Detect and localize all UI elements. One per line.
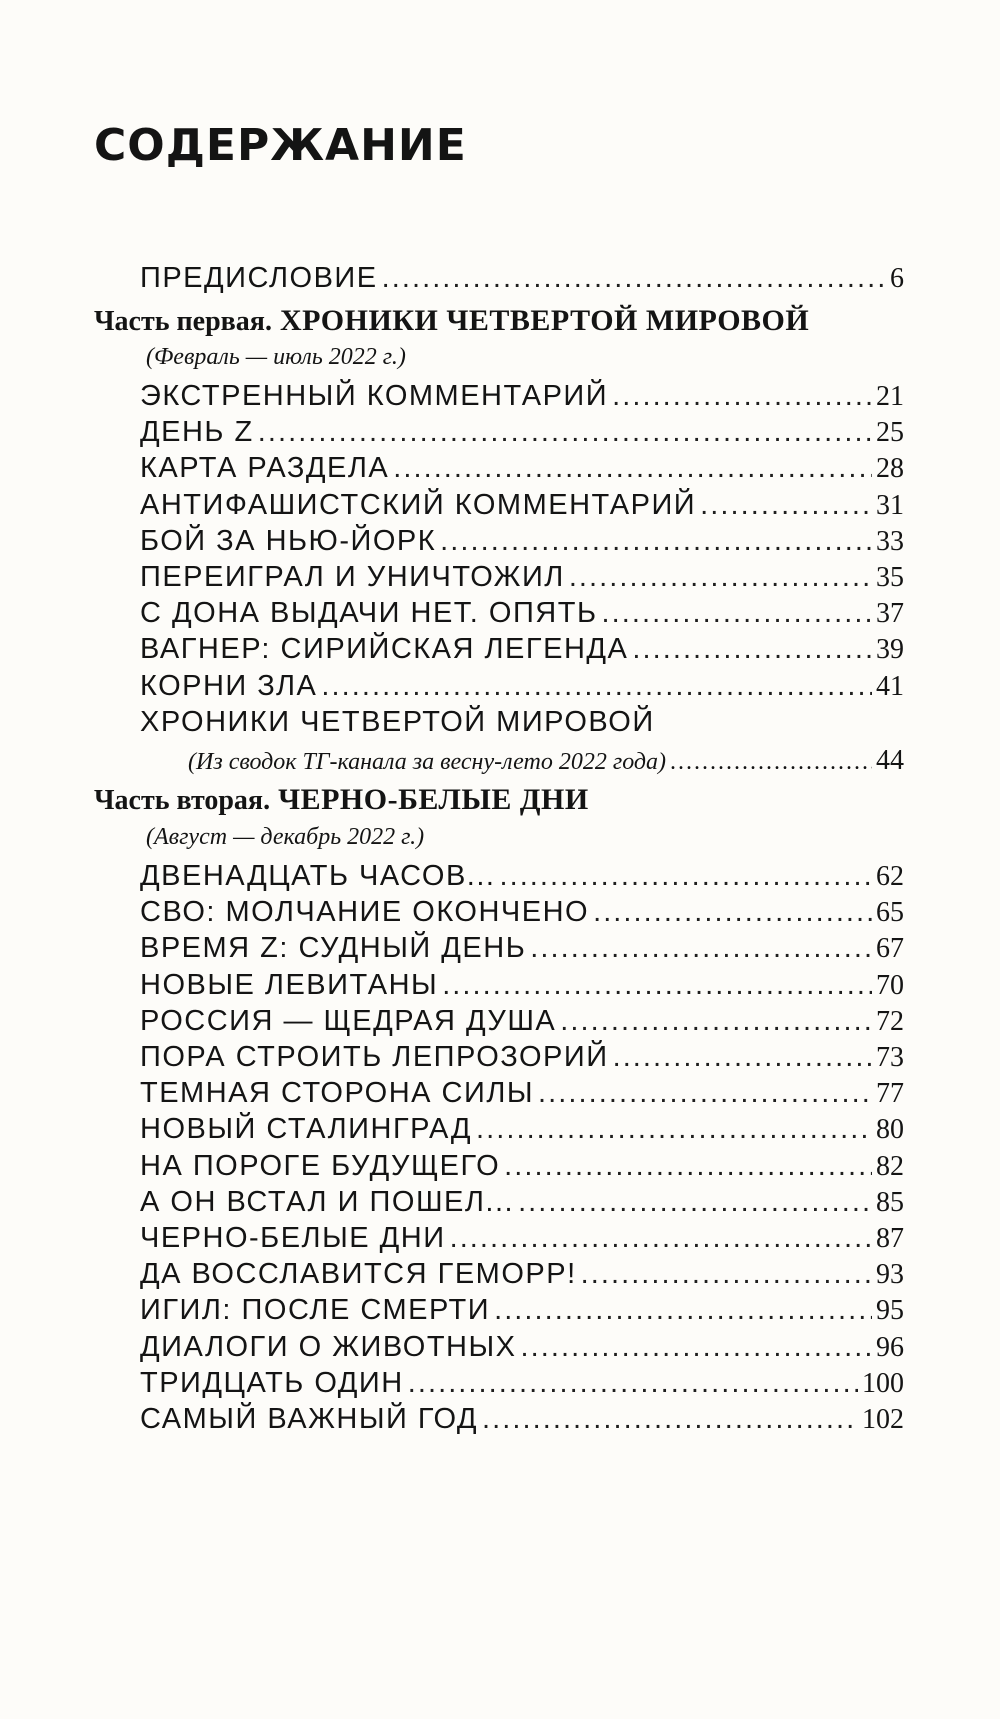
toc-entry-label: НОВЫЙ СТАЛИНГРАД bbox=[140, 1113, 472, 1146]
dot-leader bbox=[482, 1403, 858, 1436]
toc-entry-label: КАРТА РАЗДЕЛА bbox=[140, 452, 390, 485]
dot-leader bbox=[700, 489, 872, 522]
toc-entry-page: 95 bbox=[876, 1295, 904, 1327]
toc-entry-label: СВО: МОЛЧАНИЕ ОКОНЧЕНО bbox=[140, 896, 590, 929]
dot-leader bbox=[569, 561, 872, 594]
toc-entry[interactable] bbox=[140, 969, 904, 1002]
dot-leader bbox=[382, 262, 886, 295]
dot-leader bbox=[530, 932, 872, 965]
toc-entry-page: 82 bbox=[876, 1150, 904, 1182]
dot-leader bbox=[560, 1005, 872, 1038]
toc-entry-page: 80 bbox=[876, 1114, 904, 1146]
toc-entry[interactable] bbox=[140, 416, 904, 449]
toc-entry[interactable] bbox=[140, 1113, 904, 1146]
dot-leader bbox=[632, 633, 872, 666]
toc-entry-page: 44 bbox=[876, 745, 904, 776]
dot-leader bbox=[258, 416, 872, 449]
toc-entry-page: 41 bbox=[876, 670, 904, 702]
dot-leader bbox=[538, 1077, 872, 1110]
toc-entry-page: 28 bbox=[876, 453, 904, 485]
toc-entry[interactable] bbox=[140, 489, 904, 522]
toc-entry-chronicles-label[interactable]: ХРОНИКИ ЧЕТВЕРТОЙ МИРОВОЙ bbox=[140, 706, 655, 738]
toc-entry-label: ПЕРЕИГРАЛ И УНИЧТОЖИЛ bbox=[140, 561, 565, 593]
toc-entry-label: ВРЕМЯ Z: СУДНЫЙ ДЕНЬ bbox=[140, 932, 527, 965]
toc-entry-page: 21 bbox=[876, 381, 904, 412]
toc-entry[interactable] bbox=[140, 1077, 904, 1110]
part-heading-1 bbox=[94, 304, 809, 338]
toc-entry-label: НА ПОРОГЕ БУДУЩЕГО bbox=[140, 1149, 501, 1182]
toc-entry-page: 37 bbox=[876, 598, 904, 630]
toc-entry[interactable] bbox=[140, 932, 904, 965]
toc-entry[interactable] bbox=[140, 1222, 904, 1255]
toc-entry-label: ТЕМНАЯ СТОРОНА СИЛЫ bbox=[140, 1077, 535, 1110]
toc-entry[interactable] bbox=[140, 1150, 904, 1183]
toc-entry-label: БОЙ ЗА НЬЮ-ЙОРК bbox=[140, 524, 437, 557]
toc-entry-page: 77 bbox=[876, 1078, 904, 1110]
toc-entry[interactable] bbox=[140, 1186, 904, 1219]
toc-entry[interactable] bbox=[140, 597, 904, 630]
toc-entry-label: ТРИДЦАТЬ ОДИН bbox=[140, 1366, 404, 1399]
toc-entry[interactable] bbox=[140, 1294, 904, 1327]
dot-leader bbox=[440, 525, 872, 558]
toc-entry-page: 62 bbox=[876, 861, 904, 892]
toc-entry-label: ИГИЛ: ПОСЛЕ СМЕРТИ bbox=[140, 1294, 491, 1327]
toc-entry-label: КОРНИ ЗЛА bbox=[140, 669, 318, 702]
dot-leader bbox=[521, 1331, 872, 1364]
toc-entry[interactable] bbox=[140, 380, 904, 413]
toc-entry-label: А ОН ВСТАЛ И ПОШЕЛ... bbox=[140, 1185, 515, 1218]
toc-entry-preface[interactable] bbox=[140, 262, 904, 295]
dot-leader bbox=[612, 380, 872, 413]
dot-leader bbox=[476, 1113, 872, 1146]
part-heading-2 bbox=[94, 783, 589, 817]
part-dates: (Август — декабрь 2022 г.) bbox=[146, 824, 425, 850]
dot-leader bbox=[504, 1150, 872, 1183]
page-title: СОДЕРЖАНИЕ bbox=[94, 120, 467, 171]
toc-entry-page: 33 bbox=[876, 525, 904, 557]
toc-entry-label: ДИАЛОГИ О ЖИВОТНЫХ bbox=[140, 1330, 517, 1363]
toc-entry[interactable] bbox=[140, 896, 904, 929]
toc-entry-page: 100 bbox=[862, 1367, 904, 1399]
toc-entry-page: 70 bbox=[876, 969, 904, 1001]
toc-entry-label: ДЕНЬ Z bbox=[140, 416, 254, 449]
dot-leader bbox=[393, 452, 872, 485]
part-name: ХРОНИКИ ЧЕТВЕРТОЙ МИРОВОЙ bbox=[279, 304, 810, 337]
toc-entry-page: 85 bbox=[876, 1186, 904, 1218]
toc-entry[interactable] bbox=[140, 561, 904, 594]
toc-entry-label: РОССИЯ — ЩЕДРАЯ ДУША bbox=[140, 1004, 557, 1037]
toc-entry-page: 39 bbox=[876, 634, 904, 666]
part-prefix: Часть вторая. bbox=[94, 785, 271, 816]
toc-entry[interactable] bbox=[140, 633, 904, 666]
toc-entry-sublabel: (Из сводок ТГ-канала за весну-лето 2022 года) bbox=[188, 749, 667, 775]
toc-entry[interactable] bbox=[140, 670, 904, 703]
dot-leader bbox=[581, 1258, 872, 1291]
toc-entry-page: 25 bbox=[876, 417, 904, 449]
toc-entry[interactable] bbox=[140, 1005, 904, 1038]
part-prefix: Часть первая. bbox=[94, 306, 272, 337]
toc-entry-label: ПРЕДИСЛОВИЕ bbox=[140, 262, 378, 294]
toc-entry-page: 35 bbox=[876, 562, 904, 593]
toc-entry-page: 73 bbox=[876, 1042, 904, 1073]
dot-leader bbox=[321, 670, 872, 703]
toc-entry[interactable] bbox=[140, 860, 904, 893]
dot-leader bbox=[408, 1367, 858, 1400]
toc-entry-page: 72 bbox=[876, 1005, 904, 1037]
toc-entry[interactable] bbox=[140, 1403, 904, 1436]
toc-entry-page: 65 bbox=[876, 897, 904, 929]
toc-entry-page: 102 bbox=[862, 1404, 904, 1435]
toc-entry-label: НОВЫЕ ЛЕВИТАНЫ bbox=[140, 968, 439, 1001]
toc-entry-label: ДА ВОССЛАВИТСЯ ГЕМОРР! bbox=[140, 1258, 577, 1291]
toc-entry-chronicles[interactable] bbox=[188, 745, 904, 777]
toc-entry-page: 67 bbox=[876, 933, 904, 965]
dot-leader bbox=[494, 1294, 872, 1327]
dot-leader bbox=[613, 1041, 872, 1074]
dot-leader bbox=[499, 860, 872, 893]
toc-entry-label: САМЫЙ ВАЖНЫЙ ГОД bbox=[140, 1403, 479, 1435]
toc-entry[interactable] bbox=[140, 1331, 904, 1364]
toc-entry[interactable] bbox=[140, 452, 904, 485]
toc-entry[interactable] bbox=[140, 525, 904, 558]
toc-entry[interactable] bbox=[140, 1367, 904, 1400]
dot-leader bbox=[670, 749, 872, 776]
toc-entry-label: ПОРА СТРОИТЬ ЛЕПРОЗОРИЙ bbox=[140, 1041, 609, 1073]
part-dates: (Февраль — июль 2022 г.) bbox=[146, 344, 406, 370]
toc-entry-label: ЧЕРНО-БЕЛЫЕ ДНИ bbox=[140, 1222, 446, 1254]
toc-entry-page: 31 bbox=[876, 489, 904, 521]
dot-leader bbox=[518, 1186, 872, 1219]
toc-entry-label: ДВЕНАДЦАТЬ ЧАСОВ... bbox=[140, 860, 496, 892]
dot-leader bbox=[442, 969, 872, 1002]
toc-entry-label: С ДОНА ВЫДАЧИ НЕТ. ОПЯТЬ bbox=[140, 597, 598, 630]
toc-entry[interactable] bbox=[140, 1258, 904, 1291]
toc-entry-page: 6 bbox=[890, 263, 904, 294]
toc-entry-label: ЭКСТРЕННЫЙ КОММЕНТАРИЙ bbox=[140, 380, 609, 412]
dot-leader bbox=[593, 896, 872, 929]
part-name: ЧЕРНО-БЕЛЫЕ ДНИ bbox=[278, 783, 589, 816]
toc-entry-label: АНТИФАШИСТСКИЙ КОММЕНТАРИЙ bbox=[140, 488, 697, 521]
toc-entry-page: 93 bbox=[876, 1259, 904, 1291]
dot-leader bbox=[602, 597, 873, 630]
toc-entry-page: 96 bbox=[876, 1331, 904, 1363]
toc-entry-page: 87 bbox=[876, 1223, 904, 1254]
dot-leader bbox=[450, 1222, 872, 1255]
toc-entry-label: ВАГНЕР: СИРИЙСКАЯ ЛЕГЕНДА bbox=[140, 633, 629, 666]
toc-entry[interactable] bbox=[140, 1041, 904, 1074]
